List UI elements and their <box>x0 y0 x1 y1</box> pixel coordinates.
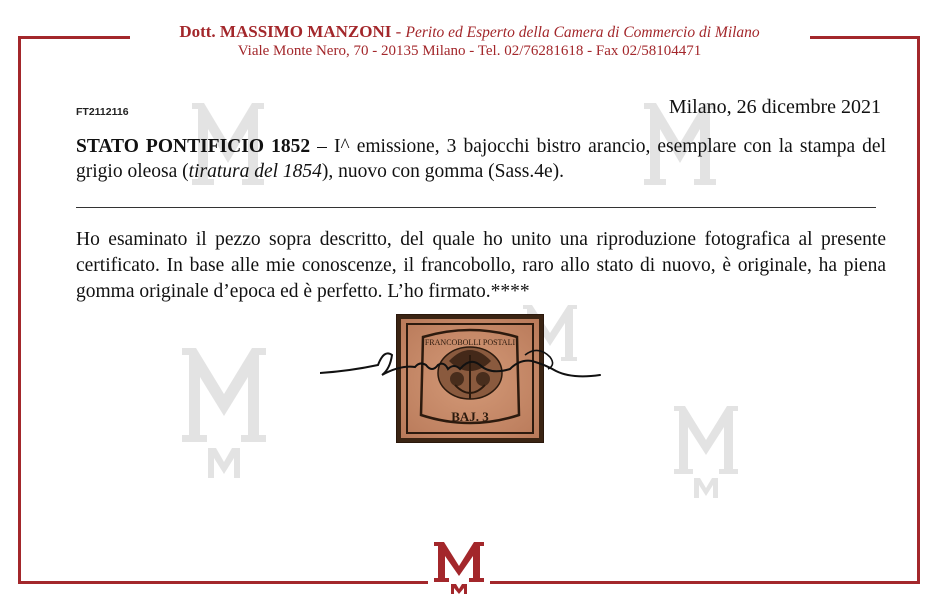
stamp-top-text: FRANCOBOLLI POSTALI <box>424 338 516 347</box>
stamp-value-text: BAJ. 3 <box>451 409 489 424</box>
header-separator: - <box>391 22 406 41</box>
stamp-description <box>76 134 886 184</box>
expert-address: Viale Monte Nero, 70 - 20135 Milano - Tel. 02/76281618 - Fax 02/58104471 <box>237 43 702 59</box>
certificate-id: FT2112116 <box>76 106 129 118</box>
expert-header <box>0 22 939 43</box>
description-part1: I^ emissione, 3 bajocchi bistro arancio, esemplare con la stampa del grigio oleosa ( <box>76 136 886 182</box>
expert-name: Dott. MASSIMO MANZONI <box>179 22 392 41</box>
mm-watermark-left <box>178 340 270 490</box>
description-italic: tiratura del 1854 <box>188 161 322 182</box>
place-date: Milano, 26 dicembre 2021 <box>668 96 881 118</box>
mm-logo-bottom <box>428 538 490 594</box>
divider-line <box>76 207 876 208</box>
description-dash: – <box>310 136 334 157</box>
expert-signature <box>320 335 620 395</box>
description-part2: ), nuovo con gomma (Sass.4e). <box>321 161 564 182</box>
certificate-body: Ho esaminato il pezzo sopra descritto, del quale ho unito una riproduzione fotografica al presente certificato. In base alle mie conoscenze, il francobollo, raro allo stato di nuovo, è originale, ha piena gomma originale d’epoca ed è perfetto. L’ho firmato.**** <box>76 229 886 302</box>
expert-role: Perito ed Esperto della Camera di Commercio di Milano <box>405 24 760 41</box>
description-title: STATO PONTIFICIO 1852 <box>76 136 311 157</box>
mm-watermark-right <box>670 400 742 500</box>
